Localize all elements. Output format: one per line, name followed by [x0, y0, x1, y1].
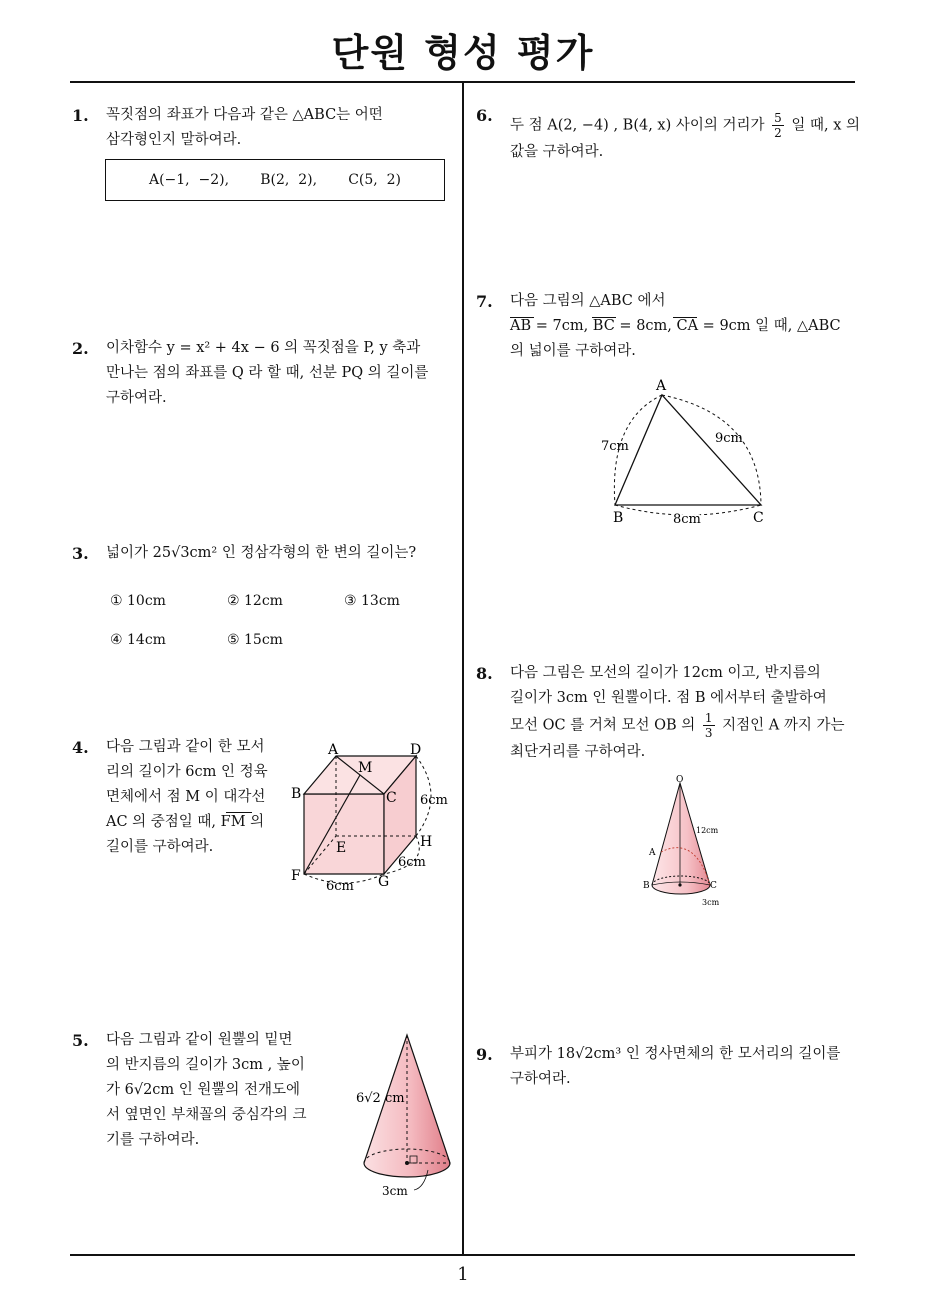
label-o: O	[676, 775, 684, 785]
question-line: 다음 그림은 모선의 길이가 12cm 이고, 반지름의	[510, 665, 821, 681]
question-text	[106, 541, 416, 566]
question-line: 두 점 A(2, −4) , B(4, x) 사이의 거리가 $\frac{5}{2}$ 일 때, x 의	[510, 111, 861, 140]
overline-fm	[226, 812, 252, 813]
label-h: H	[420, 834, 433, 850]
label-c: C	[386, 790, 397, 806]
question-text	[106, 336, 428, 411]
coordinates-box	[105, 159, 445, 201]
overline-bc	[592, 317, 616, 318]
question-text	[106, 1028, 307, 1153]
question-2	[72, 336, 457, 416]
choice-4[interactable]: ④ 14cm	[110, 632, 166, 648]
question-line: 구하여라.	[510, 1071, 571, 1087]
question-5	[72, 1028, 317, 1158]
question-9	[476, 1042, 861, 1102]
question-text	[510, 1042, 840, 1092]
label-ca: 9cm	[715, 431, 743, 446]
label-ab: 7cm	[601, 439, 629, 454]
question-8	[476, 661, 861, 771]
question-number: 3.	[72, 544, 89, 563]
question-number: 9.	[476, 1045, 493, 1064]
question-text	[106, 735, 268, 860]
question-line: 값을 구하여라.	[510, 144, 604, 160]
label-m: M	[358, 760, 373, 776]
label-d: D	[410, 742, 422, 758]
label-bottom: 6cm	[326, 879, 354, 894]
question-line: 다음 그림과 같이 원뿔의 밑면	[106, 1032, 293, 1048]
bottom-rule	[70, 1254, 855, 1256]
label-a: A	[328, 742, 339, 758]
fraction-1-3: $\frac{1}{3}$	[704, 711, 713, 740]
label-f: F	[291, 868, 301, 884]
question-number: 1.	[72, 106, 89, 125]
question-line: 이차함수 y = x² + 4x − 6 의 꼭짓점을 P, y 축과	[106, 340, 421, 356]
choice-2[interactable]: ② 12cm	[227, 593, 283, 609]
question-line: 구하여라.	[106, 390, 167, 406]
question-number: 5.	[72, 1031, 89, 1050]
cube-figure	[288, 740, 458, 900]
question-line: 모선 OC 를 거쳐 모선 OB 의 $\frac{1}{3}$ 지점인 A 까지 가는	[510, 711, 845, 740]
label-height: 6√2 cm	[356, 1091, 405, 1106]
question-line: 다음 그림의 △ABC 에서	[510, 293, 666, 309]
label-radius: 3cm	[702, 898, 720, 907]
question-number: 6.	[476, 106, 493, 125]
question-line: 부피가 18√2cm³ 인 정사면체의 한 모서리의 길이를	[510, 1046, 841, 1062]
question-line: AB = 7cm, BC = 8cm, CA = 9cm 일 때, △ABC	[510, 318, 841, 334]
question-line: 기를 구하여라.	[106, 1132, 200, 1148]
question-text	[106, 103, 383, 153]
question-line: 서 옆면인 부채꼴의 중심각의 크	[106, 1107, 307, 1123]
triangle-figure	[595, 375, 785, 530]
question-line: 꼭짓점의 좌표가 다음과 같은 △ABC는 어떤	[106, 107, 383, 123]
question-6	[476, 103, 861, 163]
question-4	[72, 735, 287, 865]
question-7	[476, 289, 861, 369]
question-number: 2.	[72, 339, 89, 358]
cone-figure	[352, 1030, 462, 1205]
choice-1[interactable]: ① 10cm	[110, 593, 166, 609]
label-c: C	[710, 881, 717, 891]
question-line: AC 의 중점일 때, FM 의	[106, 814, 265, 830]
label-bc: 8cm	[673, 512, 701, 527]
question-line: 최단거리를 구하여라.	[510, 744, 646, 760]
label-a: A	[656, 378, 667, 394]
label-a: A	[649, 848, 656, 858]
label-b: B	[291, 786, 302, 802]
question-line: 면체에서 점 M 이 대각선	[106, 789, 266, 805]
question-line: 길이를 구하여라.	[106, 839, 214, 855]
label-side: 6cm	[420, 793, 448, 808]
label-g: G	[378, 874, 390, 890]
question-line: 의 반지름의 길이가 3cm , 높이	[106, 1057, 305, 1073]
label-slant: 12cm	[696, 826, 719, 835]
question-line: 다음 그림과 같이 한 모서	[106, 739, 265, 755]
overline-ca	[673, 317, 697, 318]
question-line: 의 넓이를 구하여라.	[510, 343, 636, 359]
choice-3[interactable]: ③ 13cm	[344, 593, 400, 609]
question-line: 길이가 3cm 인 원뿔이다. 점 B 에서부터 출발하여	[510, 690, 827, 706]
label-e: E	[336, 840, 347, 856]
label-c: C	[753, 510, 764, 526]
question-line: 리의 길이가 6cm 인 정육	[106, 764, 268, 780]
question-text	[510, 111, 860, 165]
label-b: B	[643, 881, 650, 891]
question-3	[72, 541, 457, 571]
question-number: 4.	[72, 738, 89, 757]
question-line: 만나는 점의 좌표를 Q 라 할 때, 선분 PQ 의 길이를	[106, 365, 429, 381]
question-text	[510, 661, 844, 765]
question-line: 삼각형인지 말하여라.	[106, 132, 242, 148]
page-number: 1	[457, 1264, 469, 1285]
coordinates-text: A(−1, −2), B(2, 2), C(5, 2)	[148, 172, 402, 188]
label-radius: 3cm	[382, 1184, 408, 1198]
overline-ab	[510, 317, 534, 318]
question-line: 넓이가 25√3cm² 인 정삼각형의 한 변의 길이는?	[106, 545, 417, 561]
label-depth: 6cm	[398, 855, 426, 870]
page-title: 단원 형성 평가	[331, 31, 595, 75]
cone-path-figure	[640, 775, 740, 910]
label-b: B	[613, 510, 624, 526]
question-text	[510, 289, 841, 364]
choice-5[interactable]: ⑤ 15cm	[227, 632, 283, 648]
question-number: 7.	[476, 292, 493, 311]
column-divider	[462, 83, 464, 1256]
question-number: 8.	[476, 664, 493, 683]
question-line: 가 6√2cm 인 원뿔의 전개도에	[106, 1082, 301, 1098]
fraction-5-2: $\frac{5}{2}$	[774, 111, 782, 140]
